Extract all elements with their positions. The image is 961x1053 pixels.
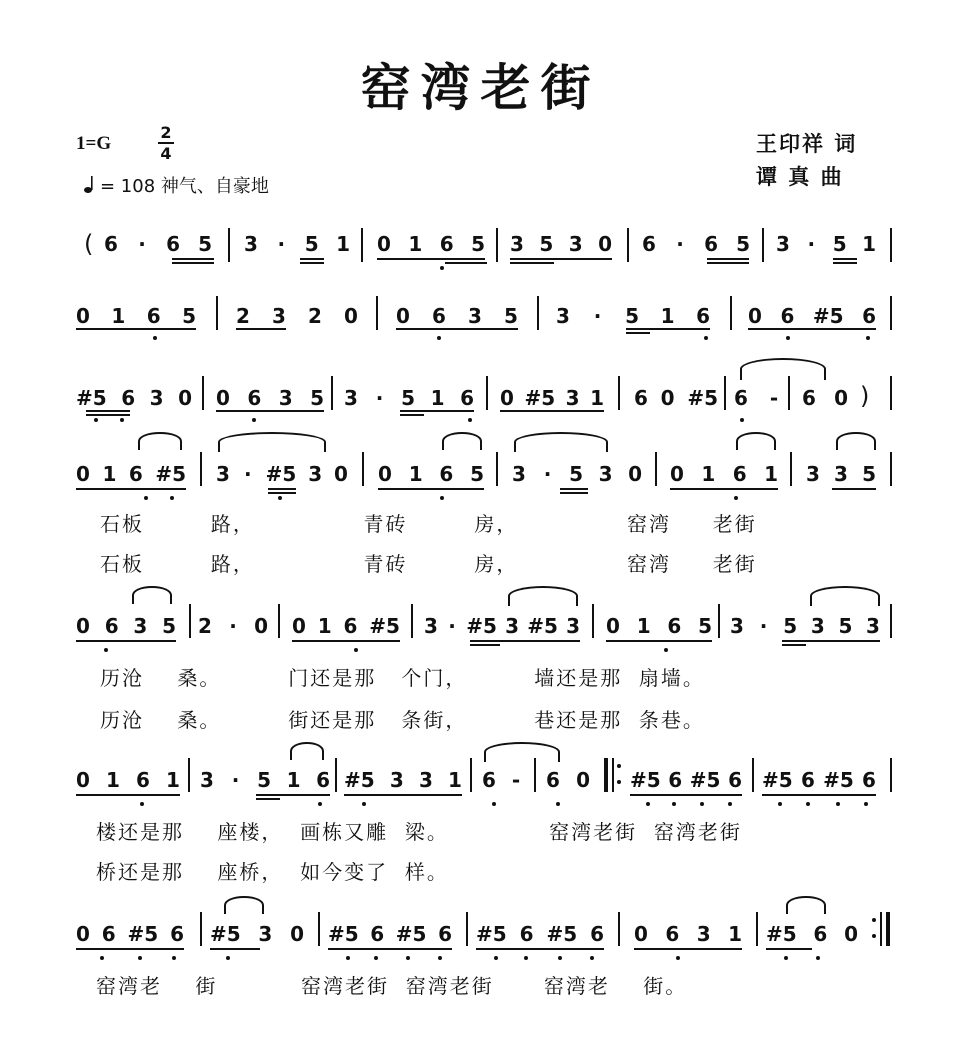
note: 5 — [182, 304, 196, 328]
note: 5 — [832, 232, 847, 256]
barline — [890, 296, 892, 330]
note: 0 — [634, 922, 648, 946]
note: 6 — [665, 922, 680, 946]
note: #5 — [265, 462, 297, 486]
barline — [627, 228, 629, 262]
note: 6 — [802, 386, 816, 410]
note: 1 — [764, 462, 778, 486]
note: 0 — [334, 462, 348, 486]
note: 3 — [598, 462, 613, 486]
note: 3 — [308, 462, 323, 486]
measure — [328, 922, 452, 946]
note: · — [229, 614, 237, 638]
measure — [482, 768, 522, 792]
note: 0 — [670, 462, 684, 486]
note: 6 — [104, 614, 119, 638]
note: 3 — [278, 386, 293, 410]
note: 1 — [408, 462, 423, 486]
measure — [396, 304, 518, 328]
barline — [537, 296, 539, 330]
measure — [500, 386, 604, 410]
note: 6 — [121, 386, 136, 410]
note: 3 — [568, 232, 583, 256]
note: 0 — [660, 386, 675, 410]
note: 6 — [704, 232, 718, 256]
note: · — [807, 232, 816, 256]
note: 1 — [336, 232, 350, 256]
composer-credit: 谭 真 曲 — [756, 165, 844, 189]
measure — [292, 614, 400, 638]
note: 3 — [810, 614, 825, 638]
measure — [546, 768, 590, 792]
quarter-note-icon — [84, 176, 94, 194]
note: · — [138, 232, 146, 256]
note: 0 — [396, 304, 410, 328]
barline — [618, 376, 620, 410]
note: · — [231, 768, 240, 792]
note: #5 — [546, 922, 578, 946]
note: 6 — [460, 386, 474, 410]
note: 2 — [308, 304, 322, 328]
note: 6 — [146, 304, 161, 328]
slur — [514, 432, 608, 452]
note: 1 — [590, 386, 604, 410]
note: 3 — [468, 304, 482, 328]
note: 3 — [806, 462, 820, 486]
note: 0 — [216, 386, 230, 410]
note: 1 — [286, 768, 301, 792]
slur — [740, 358, 826, 380]
barline — [318, 912, 320, 946]
lyric-line: 历沧 桑。 街还是那 条街， 巷还是那 条巷。 — [100, 708, 705, 732]
note: #5 — [76, 386, 107, 410]
note: · — [676, 232, 684, 256]
measure — [200, 768, 330, 792]
barline — [890, 228, 892, 262]
measure — [512, 462, 642, 486]
note: 6 — [642, 232, 656, 256]
barline — [655, 452, 657, 486]
note: 0 — [290, 922, 304, 946]
barline — [890, 452, 892, 486]
note: #5 — [344, 768, 375, 792]
barline — [361, 228, 363, 262]
note: 3 — [418, 768, 433, 792]
note: #5 — [689, 768, 721, 792]
barline — [376, 296, 378, 330]
note: 6 — [732, 462, 747, 486]
key-signature: 1=G — [76, 133, 112, 154]
note: 0 — [576, 768, 590, 792]
note: 6 — [166, 232, 180, 256]
measure — [104, 232, 212, 256]
note: #5 — [687, 386, 718, 410]
note: 5 — [162, 614, 176, 638]
note: 1 — [660, 304, 675, 328]
note: 1 — [448, 768, 462, 792]
note: 6 — [862, 768, 876, 792]
slur — [290, 742, 324, 760]
measure — [510, 232, 612, 256]
note: 0 — [598, 232, 612, 256]
lyric-line: 石板 路， 青砖 房， 窑湾 老街 — [100, 512, 757, 536]
measure — [244, 232, 350, 256]
barline — [189, 604, 191, 638]
note: 0 — [292, 614, 306, 638]
note: 5 — [698, 614, 712, 638]
note: 5 — [304, 232, 319, 256]
note: 0 — [76, 614, 90, 638]
note: #5 — [395, 922, 427, 946]
note: 6 — [862, 304, 876, 328]
note: 0 — [377, 232, 391, 256]
note: 1 — [102, 462, 117, 486]
barline — [724, 376, 726, 410]
note: 6 — [696, 304, 710, 328]
note: #5 — [527, 614, 558, 638]
measure — [76, 614, 176, 638]
lyricist-credit: 王印祥 词 — [756, 132, 858, 156]
note: 5 — [504, 304, 518, 328]
note: 0 — [254, 614, 268, 638]
measure — [670, 462, 778, 486]
note: 6 — [546, 768, 560, 792]
note: 2 — [236, 304, 250, 328]
note: · — [243, 462, 252, 486]
note: 1 — [106, 768, 120, 792]
measure — [748, 304, 876, 328]
lyric-line: 石板 路， 青砖 房， 窑湾 老街 — [100, 552, 757, 576]
note: 3 — [272, 304, 286, 328]
measure — [344, 386, 474, 410]
note: #5 — [369, 614, 400, 638]
note: 0 — [844, 922, 858, 946]
note: #5 — [155, 462, 186, 486]
note: 6 — [482, 768, 496, 792]
barline — [756, 912, 758, 946]
note: 6 — [519, 922, 534, 946]
barline — [228, 228, 230, 262]
note: 6 — [728, 768, 742, 792]
measure — [762, 768, 876, 792]
note: 3 — [200, 768, 214, 792]
tempo-marking — [84, 172, 269, 198]
measure — [344, 768, 462, 792]
slur — [138, 432, 182, 450]
note: #5 — [127, 922, 159, 946]
note: 6 — [432, 304, 446, 328]
barline — [592, 604, 594, 638]
note: 6 — [438, 922, 452, 946]
note: #5 — [766, 922, 797, 946]
note: 5 — [471, 232, 485, 256]
measure — [76, 922, 184, 946]
note: 5 — [625, 304, 639, 328]
note: 0 — [606, 614, 620, 638]
note: 3 — [258, 922, 273, 946]
note: 3 — [730, 614, 744, 638]
note: 6 — [170, 922, 184, 946]
lyric-line: 历沧 桑。 门还是那 个门， 墙还是那 扇墙。 — [100, 666, 705, 690]
note: 1 — [862, 232, 876, 256]
measure — [378, 462, 484, 486]
measure — [76, 462, 186, 486]
note: 6 — [439, 232, 454, 256]
measure — [76, 386, 192, 410]
note: #5 — [476, 922, 507, 946]
note: 5 — [310, 386, 324, 410]
barline — [216, 296, 218, 330]
note: 6 — [667, 614, 682, 638]
note: 3 — [133, 614, 148, 638]
note: #5 — [328, 922, 359, 946]
barline — [890, 376, 892, 410]
note: 5 — [401, 386, 415, 410]
note: · — [759, 614, 768, 638]
note: 3 — [344, 386, 358, 410]
measure — [556, 304, 710, 328]
note: 6 — [136, 768, 150, 792]
note: 6 — [128, 462, 143, 486]
open-paren: ( — [84, 230, 94, 258]
slur — [786, 896, 826, 914]
lyric-line: 窑湾老 街 窑湾老街 窑湾老街 窑湾老 街。 — [96, 974, 688, 998]
slur — [442, 432, 482, 450]
measure — [642, 232, 750, 256]
slur — [132, 586, 172, 604]
measure — [766, 922, 858, 946]
note: 3 — [696, 922, 711, 946]
slur — [736, 432, 776, 450]
barline — [188, 758, 190, 792]
note: 2 — [198, 614, 212, 638]
note: · — [593, 304, 602, 328]
slur — [484, 742, 560, 762]
song-title: 窑湾老街 — [360, 59, 601, 117]
measure — [802, 386, 848, 410]
note: 0 — [76, 922, 90, 946]
note: 0 — [748, 304, 762, 328]
note: 3 — [566, 614, 580, 638]
note: 6 — [668, 768, 683, 792]
barline — [496, 452, 498, 486]
note: - — [769, 386, 779, 410]
slur — [810, 586, 880, 606]
barline — [411, 604, 413, 638]
time-sig-top: 2 — [160, 123, 172, 142]
note: 3 — [244, 232, 258, 256]
slur — [508, 586, 578, 606]
measure — [630, 768, 742, 792]
close-paren: ) — [860, 382, 870, 410]
repeat-end-barline — [886, 912, 890, 946]
barline — [362, 452, 364, 486]
note: 5 — [569, 462, 583, 486]
time-sig-bottom: 4 — [160, 144, 172, 163]
barline — [752, 758, 754, 792]
barline — [470, 758, 472, 792]
tempo-text: = 108 神气、自豪地 — [100, 176, 269, 197]
barline — [718, 604, 720, 638]
note: 1 — [728, 922, 742, 946]
measure — [210, 922, 304, 946]
note: 0 — [378, 462, 392, 486]
barline — [466, 912, 468, 946]
note: 3 — [834, 462, 848, 486]
measure — [216, 386, 324, 410]
note: 6 — [439, 462, 454, 486]
note: 1 — [317, 614, 332, 638]
note: 1 — [166, 768, 180, 792]
note: · — [543, 462, 552, 486]
measure — [734, 386, 780, 410]
barline — [200, 452, 202, 486]
note: 1 — [701, 462, 716, 486]
note: 3 — [389, 768, 404, 792]
note: 5 — [736, 232, 750, 256]
note: 5 — [257, 768, 271, 792]
note: 1 — [430, 386, 445, 410]
repeat-start-barline — [604, 758, 608, 792]
measure — [424, 614, 580, 638]
note: 6 — [104, 232, 118, 256]
note: 3 — [556, 304, 570, 328]
note: 6 — [316, 768, 330, 792]
note: 6 — [247, 386, 262, 410]
barline — [730, 296, 732, 330]
note: 0 — [344, 304, 358, 328]
barline — [486, 376, 488, 410]
measure — [198, 614, 268, 638]
note: - — [511, 768, 521, 792]
note: 6 — [101, 922, 116, 946]
note: 3 — [565, 386, 580, 410]
barline — [331, 376, 333, 410]
note: 5 — [862, 462, 876, 486]
note: 6 — [813, 922, 828, 946]
measure — [634, 386, 718, 410]
repeat-start-barline-thin — [612, 758, 614, 792]
slur — [224, 896, 264, 914]
note: 3 — [149, 386, 164, 410]
note: · — [448, 614, 456, 638]
barline — [200, 912, 202, 946]
note: 6 — [590, 922, 604, 946]
note: 5 — [470, 462, 484, 486]
barline — [790, 452, 792, 486]
lyric-line: 楼还是那 座楼， 画栋又雕 梁。 窑湾老街 窑湾老街 — [96, 820, 742, 844]
note: 3 — [510, 232, 524, 256]
note: 0 — [76, 462, 90, 486]
barline — [762, 228, 764, 262]
note: 5 — [198, 232, 212, 256]
note: #5 — [466, 614, 497, 638]
time-signature — [158, 124, 174, 162]
note: 6 — [800, 768, 815, 792]
note: 1 — [408, 232, 423, 256]
note: #5 — [812, 304, 844, 328]
note: 3 — [216, 462, 230, 486]
note: · — [375, 386, 384, 410]
note: #5 — [524, 386, 556, 410]
note: 3 — [512, 462, 526, 486]
note: 5 — [838, 614, 853, 638]
note: 5 — [783, 614, 798, 638]
measure — [377, 232, 485, 256]
measure — [606, 614, 712, 638]
barline — [202, 376, 204, 410]
measure — [216, 462, 348, 486]
measure — [476, 922, 604, 946]
measure — [236, 304, 358, 328]
note: 6 — [343, 614, 358, 638]
note: 3 — [424, 614, 438, 638]
note: #5 — [823, 768, 854, 792]
slur — [836, 432, 876, 450]
barline — [788, 376, 790, 410]
note: 0 — [76, 304, 90, 328]
note: 0 — [628, 462, 642, 486]
lyric-line: 桥还是那 座桥， 如今变了 样。 — [96, 860, 449, 884]
barline — [534, 758, 536, 792]
note: 0 — [500, 386, 514, 410]
slur — [218, 432, 326, 452]
measure — [806, 462, 876, 486]
note: 0 — [76, 768, 90, 792]
barline — [278, 604, 280, 638]
note: 3 — [505, 614, 520, 638]
barline — [890, 758, 892, 792]
measure — [76, 768, 180, 792]
note: 5 — [539, 232, 554, 256]
barline — [890, 604, 892, 638]
note: #5 — [210, 922, 241, 946]
measure — [634, 922, 742, 946]
repeat-end-barline-thin — [880, 912, 882, 946]
measure — [730, 614, 880, 638]
note: · — [277, 232, 286, 256]
note: 6 — [634, 386, 648, 410]
note: #5 — [630, 768, 661, 792]
note: 1 — [111, 304, 126, 328]
note: 3 — [866, 614, 880, 638]
note: #5 — [762, 768, 793, 792]
measure — [76, 304, 196, 328]
barline — [335, 758, 337, 792]
measure — [776, 232, 876, 256]
note: 6 — [370, 922, 385, 946]
barline — [618, 912, 620, 946]
barline — [496, 228, 498, 262]
note: 6 — [780, 304, 795, 328]
note: 0 — [834, 386, 848, 410]
note: 6 — [734, 386, 748, 410]
note: 3 — [776, 232, 790, 256]
note: 1 — [636, 614, 651, 638]
note: 0 — [178, 386, 192, 410]
